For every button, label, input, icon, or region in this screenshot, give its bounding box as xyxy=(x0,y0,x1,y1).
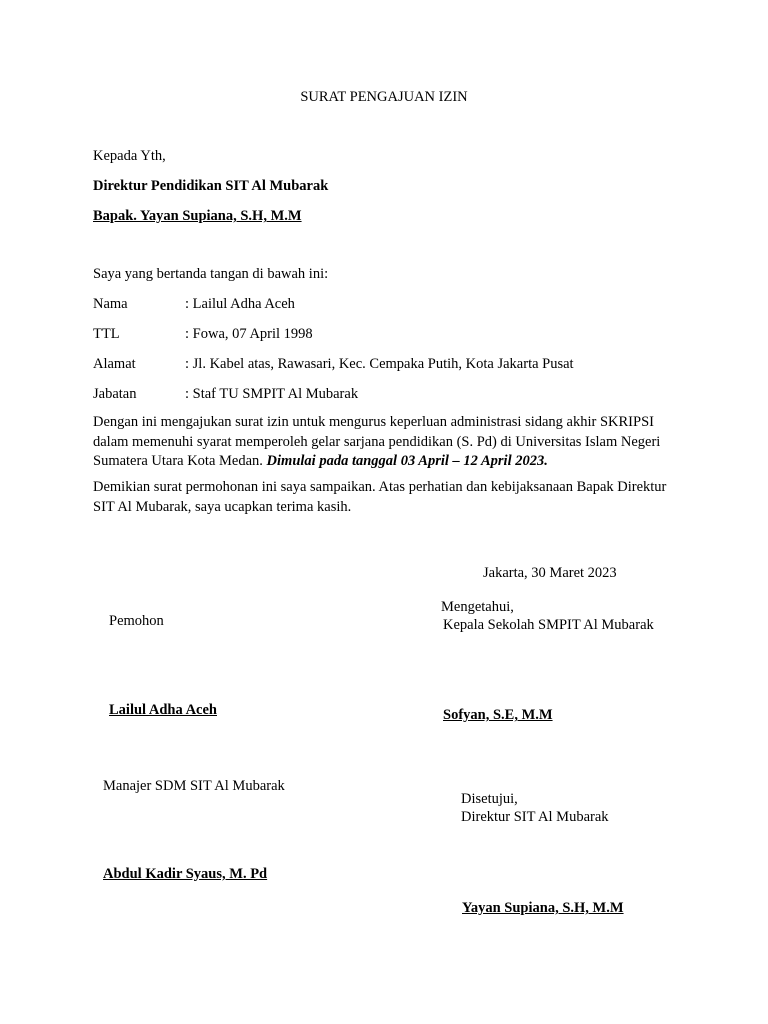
identity-value: : Staf TU SMPIT Al Mubarak xyxy=(185,386,359,402)
recipient-position: Direktur Pendidikan SIT Al Mubarak xyxy=(93,178,329,194)
identity-row-position xyxy=(93,385,358,403)
identity-label: TTL xyxy=(93,326,120,342)
identity-value: : Lailul Adha Aceh xyxy=(185,296,295,312)
hr-manager-role: Manajer SDM SIT Al Mubarak xyxy=(103,778,285,794)
identity-label: Nama xyxy=(93,296,128,312)
recipient-salutation: Kepada Yth, xyxy=(93,148,166,164)
date-place: Jakarta, 30 Maret 2023 xyxy=(483,565,617,581)
hr-manager-name: Abdul Kadir Syaus, M. Pd xyxy=(103,866,268,882)
identity-value: : Fowa, 07 April 1998 xyxy=(185,326,313,342)
acknowledged-role: Kepala Sekolah SMPIT Al Mubarak xyxy=(443,617,654,633)
identity-row-name xyxy=(93,295,295,313)
acknowledged-name: Sofyan, S.E, M.M xyxy=(443,707,553,723)
identity-row-ttl xyxy=(93,325,313,343)
applicant-name: Lailul Adha Aceh xyxy=(109,702,217,718)
request-paragraph xyxy=(93,413,673,472)
request-text: Dengan ini mengajukan surat izin untuk mengurus keperluan administrasi sidang akhir SKRIPSI dalam memenuhi syarat memperoleh gelar sarjana pendidikan (S. Pd) di Universitas Islam Negeri Sumatera Utara Kota Medan. xyxy=(93,414,661,469)
acknowledged-note: Mengetahui, xyxy=(441,599,514,615)
identity-label: Jabatan xyxy=(93,386,137,402)
approved-note: Disetujui, xyxy=(461,791,518,807)
identity-row-address xyxy=(93,355,574,373)
approved-role: Direktur SIT Al Mubarak xyxy=(461,809,609,825)
letter-title: SURAT PENGAJUAN IZIN xyxy=(300,89,468,105)
intro-line: Saya yang bertanda tangan di bawah ini: xyxy=(93,266,329,282)
closing-paragraph: Demikian surat permohonan ini saya sampaikan. Atas perhatian dan kebijaksanaan Bapak Direktur SIT Al Mubarak, saya ucapkan terima kasih. xyxy=(93,479,667,515)
request-date-range: Dimulai pada tanggal 03 April – 12 April 2023. xyxy=(266,453,548,469)
applicant-role: Pemohon xyxy=(109,613,164,629)
identity-label: Alamat xyxy=(93,356,136,372)
recipient-name: Bapak. Yayan Supiana, S.H, M.M xyxy=(93,208,302,224)
approved-name: Yayan Supiana, S.H, M.M xyxy=(462,900,624,916)
identity-value: : Jl. Kabel atas, Rawasari, Kec. Cempaka Putih, Kota Jakarta Pusat xyxy=(185,356,574,372)
